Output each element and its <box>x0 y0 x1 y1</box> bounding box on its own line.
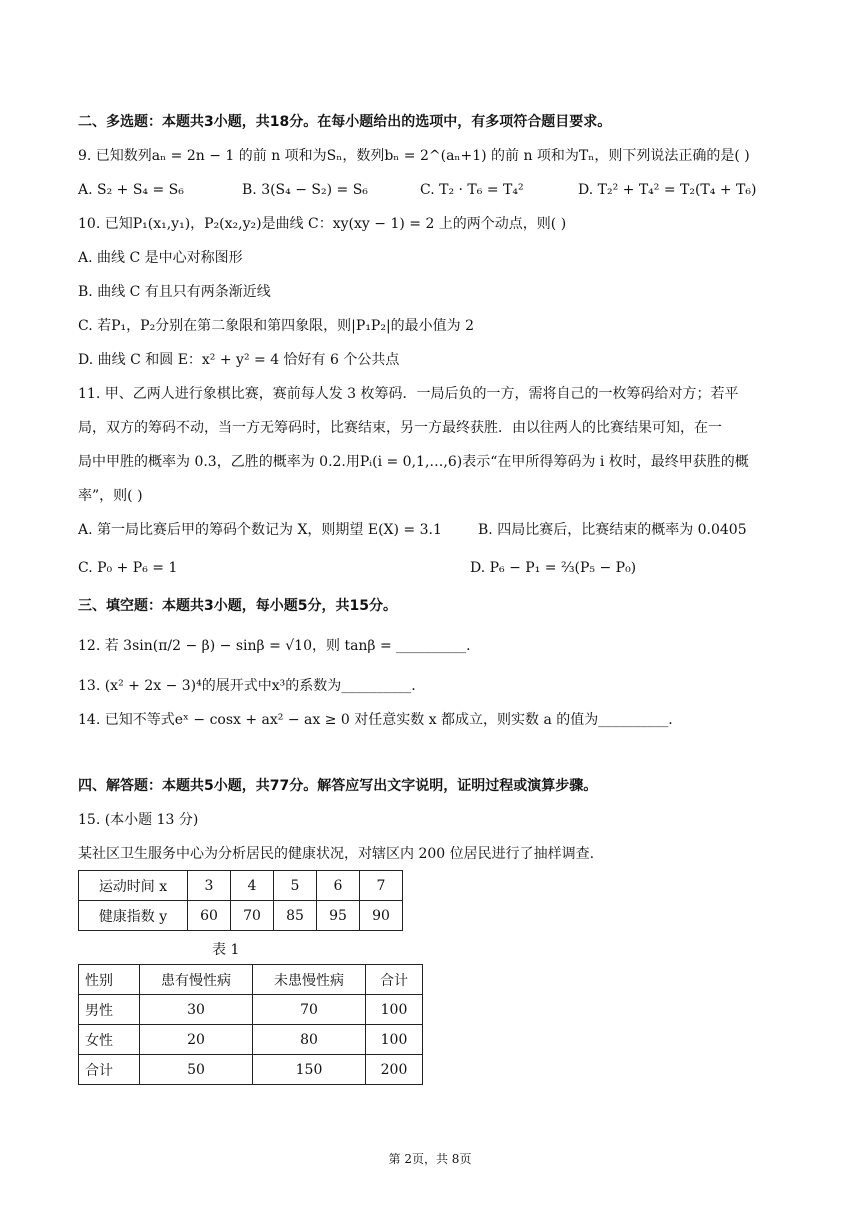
table-cell: 90 <box>360 901 403 931</box>
q11-option-a: A. 第一局比赛后甲的筹码个数记为 X，则期望 E(X) = 3.1 <box>78 522 442 538</box>
table-cell: 6 <box>317 871 360 901</box>
question-9-stem: 9. 已知数列aₙ = 2n − 1 的前 n 项和为Sₙ，数列bₙ = 2^(aₙ+1) 的前 n 项和为Tₙ，则下列说法正确的是( ) <box>78 148 750 164</box>
table-row <box>79 995 423 1025</box>
question-11-line-3: 局中甲胜的概率为 0.3，乙胜的概率为 0.2.用Pᵢ(i = 0,1,…,6)表示“在甲所得筹码为 i 枚时，最终甲获胜的概 <box>78 454 749 470</box>
exercise-health-table <box>78 870 403 931</box>
question-10-stem: 10. 已知P₁(x₁,y₁)，P₂(x₂,y₂)是曲线 C：xy(xy − 1) = 2 上的两个动点，则( ) <box>78 216 567 232</box>
section-fill-in-heading: 三、填空题：本题共3小题，每小题5分，共15分。 <box>78 598 397 614</box>
table-cell: 200 <box>366 1055 423 1085</box>
table-cell: 5 <box>274 871 317 901</box>
table-row <box>79 901 403 931</box>
question-15-head: 15. (本小题 13 分) <box>78 812 199 828</box>
table-cell: 30 <box>140 995 253 1025</box>
q9-option-c: C. T₂ · T₆ = T₄² <box>420 182 524 198</box>
table-cell: 70 <box>253 995 366 1025</box>
table-cell: 100 <box>366 1025 423 1055</box>
page-footer: 第 2页，共 8页 <box>388 1152 472 1166</box>
table-caption: 表 1 <box>212 942 240 958</box>
q9-option-b: B. 3(S₄ − S₂) = S₆ <box>242 182 368 198</box>
question-13: 13. (x² + 2x − 3)⁴的展开式中x³的系数为__________. <box>78 678 416 694</box>
q11-option-c: C. P₀ + P₆ = 1 <box>78 560 178 576</box>
table-cell: 7 <box>360 871 403 901</box>
table-cell: 合计 <box>79 1055 140 1085</box>
table-header-cell: 性别 <box>79 965 140 995</box>
table-header-cell: 患有慢性病 <box>140 965 253 995</box>
q9-option-a: A. S₂ + S₄ = S₆ <box>78 182 184 198</box>
table-cell: 20 <box>140 1025 253 1055</box>
table-cell: 3 <box>188 871 231 901</box>
chronic-disease-table <box>78 964 423 1085</box>
table-cell: 健康指数 y <box>79 901 188 931</box>
table-cell: 100 <box>366 995 423 1025</box>
table-cell: 80 <box>253 1025 366 1055</box>
table-cell: 女性 <box>79 1025 140 1055</box>
q10-option-c: C. 若P₁，P₂分别在第二象限和第四象限，则|P₁P₂|的最小值为 2 <box>78 318 475 334</box>
q10-option-b: B. 曲线 C 有且只有两条渐近线 <box>78 284 271 300</box>
table-header-cell: 未患慢性病 <box>253 965 366 995</box>
table-header-cell: 合计 <box>366 965 423 995</box>
table-cell: 85 <box>274 901 317 931</box>
q11-option-b: B. 四局比赛后，比赛结束的概率为 0.0405 <box>478 522 747 538</box>
q10-option-a: A. 曲线 C 是中心对称图形 <box>78 250 243 266</box>
table-row <box>79 871 403 901</box>
table-cell: 150 <box>253 1055 366 1085</box>
q10-option-d: D. 曲线 C 和圆 E：x² + y² = 4 恰好有 6 个公共点 <box>78 352 400 368</box>
question-15-intro: 某社区卫生服务中心为分析居民的健康状况，对辖区内 200 位居民进行了抽样调查. <box>78 846 595 862</box>
question-12: 12. 若 3sin(π/2 − β) − sinβ = √10，则 tanβ = __________. <box>78 638 471 654</box>
q9-option-d: D. T₂² + T₄² = T₂(T₄ + T₆) <box>578 182 757 198</box>
table-row <box>79 965 423 995</box>
table-cell: 运动时间 x <box>79 871 188 901</box>
table-row <box>79 1025 423 1055</box>
table-cell: 60 <box>188 901 231 931</box>
question-14: 14. 已知不等式eˣ − cosx + ax² − ax ≥ 0 对任意实数 x 都成立，则实数 a 的值为__________. <box>78 712 673 728</box>
table-cell: 95 <box>317 901 360 931</box>
question-11-line-2: 局，双方的筹码不动，当一方无筹码时，比赛结束，另一方最终获胜．由以往两人的比赛结果可知，在一 <box>78 420 722 436</box>
table-cell: 50 <box>140 1055 253 1085</box>
table-cell: 70 <box>231 901 274 931</box>
table-row <box>79 1055 423 1085</box>
table-cell: 男性 <box>79 995 140 1025</box>
question-11-line-4: 率”，则( ) <box>78 488 143 504</box>
section-solution-heading: 四、解答题：本题共5小题，共77分。解答应写出文字说明，证明过程或演算步骤。 <box>78 778 598 794</box>
q11-option-d: D. P₆ − P₁ = ⅔(P₅ − P₀) <box>470 560 637 576</box>
section-multiple-choice-heading: 二、多选题：本题共3小题，共18分。在每小题给出的选项中，有多项符合题目要求。 <box>78 114 612 130</box>
table-cell: 4 <box>231 871 274 901</box>
question-11-line-1: 11. 甲、乙两人进行象棋比赛，赛前每人发 3 枚筹码．一局后负的一方，需将自己的一枚筹码给对方；若平 <box>78 386 739 402</box>
